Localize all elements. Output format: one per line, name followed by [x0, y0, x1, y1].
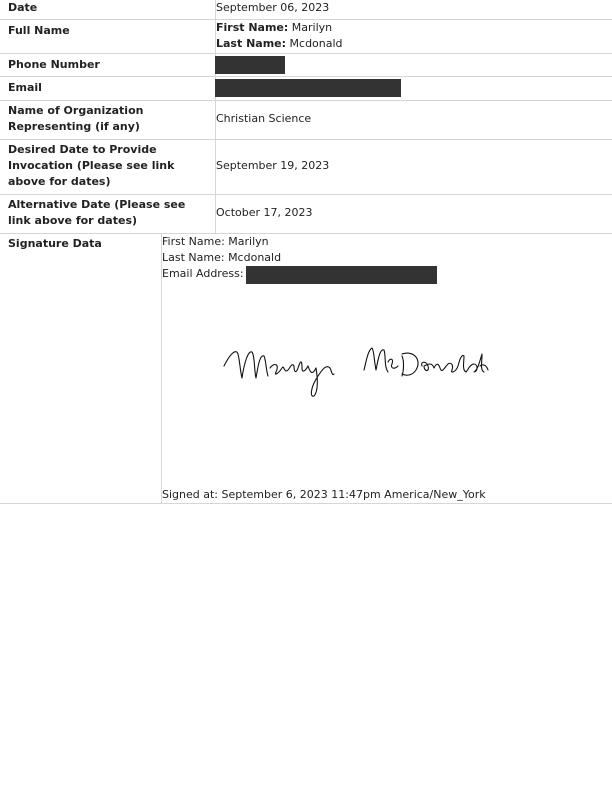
first-name-value: Marilyn [291, 21, 333, 34]
first-name-line [216, 20, 332, 36]
first-name-label: First Name: [216, 21, 289, 34]
alternative-date-label: Alternative Date (Please see link above for dates) [8, 198, 186, 227]
row-alternative-date [0, 195, 612, 234]
handwritten-signature [218, 340, 494, 410]
desired-date-value: September 19, 2023 [216, 159, 330, 172]
phone-redaction [215, 56, 285, 74]
row-desired-date [0, 140, 612, 195]
last-name-value: Mcdonald [289, 37, 343, 50]
full-name-label: Full Name [8, 24, 70, 37]
signature-email-label: Email Address: [162, 267, 244, 280]
email-label: Email [8, 81, 42, 94]
row-organization [0, 101, 612, 140]
row-full-name [0, 20, 612, 54]
signature-email-redaction [246, 266, 437, 284]
row-signature [0, 234, 612, 504]
organization-label: Name of Organization Representing (if any) [8, 104, 144, 133]
signature-first-name: First Name: Marilyn [162, 235, 269, 248]
row-date [0, 0, 612, 20]
last-name-line [216, 36, 343, 52]
row-email [0, 77, 612, 101]
organization-value: Christian Science [216, 112, 312, 125]
phone-label: Phone Number [8, 58, 100, 71]
desired-date-label: Desired Date to Provide Invocation (Please see link above for dates) [8, 143, 175, 188]
row-phone [0, 54, 612, 77]
signature-label: Signature Data [8, 237, 102, 250]
email-redaction [215, 79, 401, 97]
alternative-date-value: October 17, 2023 [216, 206, 313, 219]
last-name-label: Last Name: [216, 37, 287, 50]
signature-signed-at: Signed at: September 6, 2023 11:47pm America/New_York [162, 488, 486, 501]
date-value: September 06, 2023 [216, 1, 330, 14]
signature-last-name: Last Name: Mcdonald [162, 251, 282, 264]
date-label: Date [8, 1, 38, 14]
